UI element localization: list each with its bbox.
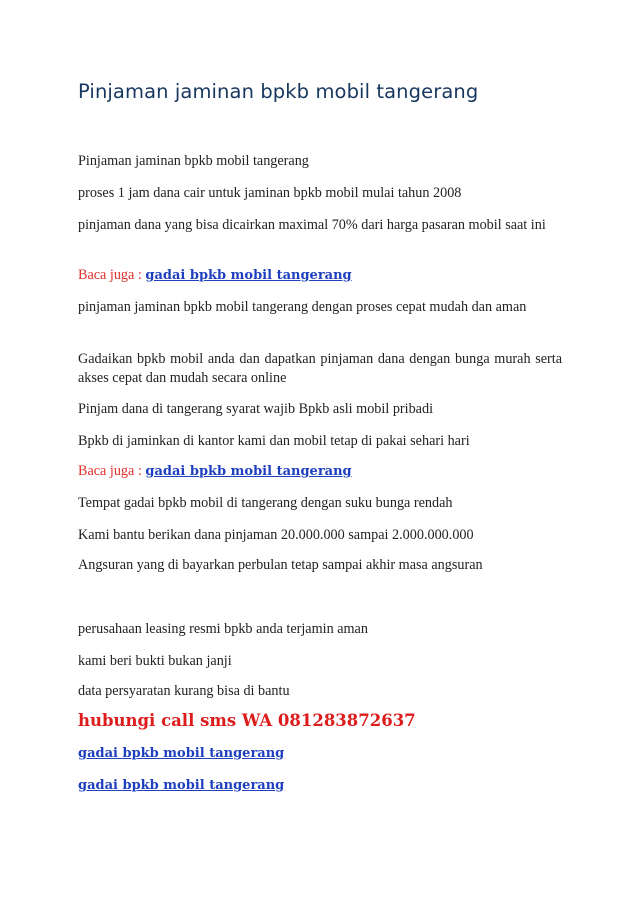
paragraph: proses 1 jam dana cair untuk jaminan bpkb mobil mulai tahun 2008 bbox=[78, 185, 462, 201]
baca-juga-label: Baca juga bbox=[78, 463, 135, 479]
baca-juga-link[interactable]: gadai bpkb mobil tangerang bbox=[145, 464, 352, 479]
paragraph: Pinjam dana di tangerang syarat wajib Bpkb asli mobil pribadi bbox=[78, 401, 434, 417]
footer-link[interactable]: gadai bpkb mobil tangerang bbox=[78, 746, 285, 761]
paragraph: Pinjaman jaminan bpkb mobil tangerang bbox=[78, 153, 309, 169]
paragraph: pinjaman dana yang bisa dicairkan maximal 70% dari harga pasaran mobil saat ini bbox=[78, 217, 546, 233]
paragraph: Angsuran yang di bayarkan perbulan tetap sampai akhir masa angsuran bbox=[78, 557, 483, 573]
paragraph: Kami bantu berikan dana pinjaman 20.000.000 sampai 2.000.000.000 bbox=[78, 527, 474, 543]
paragraph: Gadaikan bpkb mobil anda dan dapatkan pinjaman dana dengan bunga murah serta akses cepat dan mudah secara online bbox=[78, 351, 562, 386]
paragraph: perusahaan leasing resmi bpkb anda terjamin aman bbox=[78, 621, 368, 637]
paragraph: data persyaratan kurang bisa di bantu bbox=[78, 683, 290, 699]
paragraph: kami beri bukti bukan janji bbox=[78, 653, 232, 669]
paragraph: Bpkb di jaminkan di kantor kami dan mobil tetap di pakai sehari hari bbox=[78, 433, 470, 449]
baca-juga-line bbox=[78, 266, 562, 285]
footer-link[interactable]: gadai bpkb mobil tangerang bbox=[78, 778, 285, 793]
baca-juga-line bbox=[78, 462, 562, 481]
contact-cta: hubungi call sms WA 081283872637 bbox=[78, 711, 416, 730]
baca-juga-separator: : bbox=[134, 267, 146, 283]
baca-juga-link[interactable]: gadai bpkb mobil tangerang bbox=[145, 268, 352, 283]
baca-juga-separator: : bbox=[134, 463, 146, 479]
document-title: Pinjaman jaminan bpkb mobil tangerang bbox=[78, 80, 479, 103]
baca-juga-label: Baca juga bbox=[78, 267, 135, 283]
paragraph: pinjaman jaminan bpkb mobil tangerang dengan proses cepat mudah dan aman bbox=[78, 299, 527, 315]
paragraph: Tempat gadai bpkb mobil di tangerang dengan suku bunga rendah bbox=[78, 495, 453, 511]
